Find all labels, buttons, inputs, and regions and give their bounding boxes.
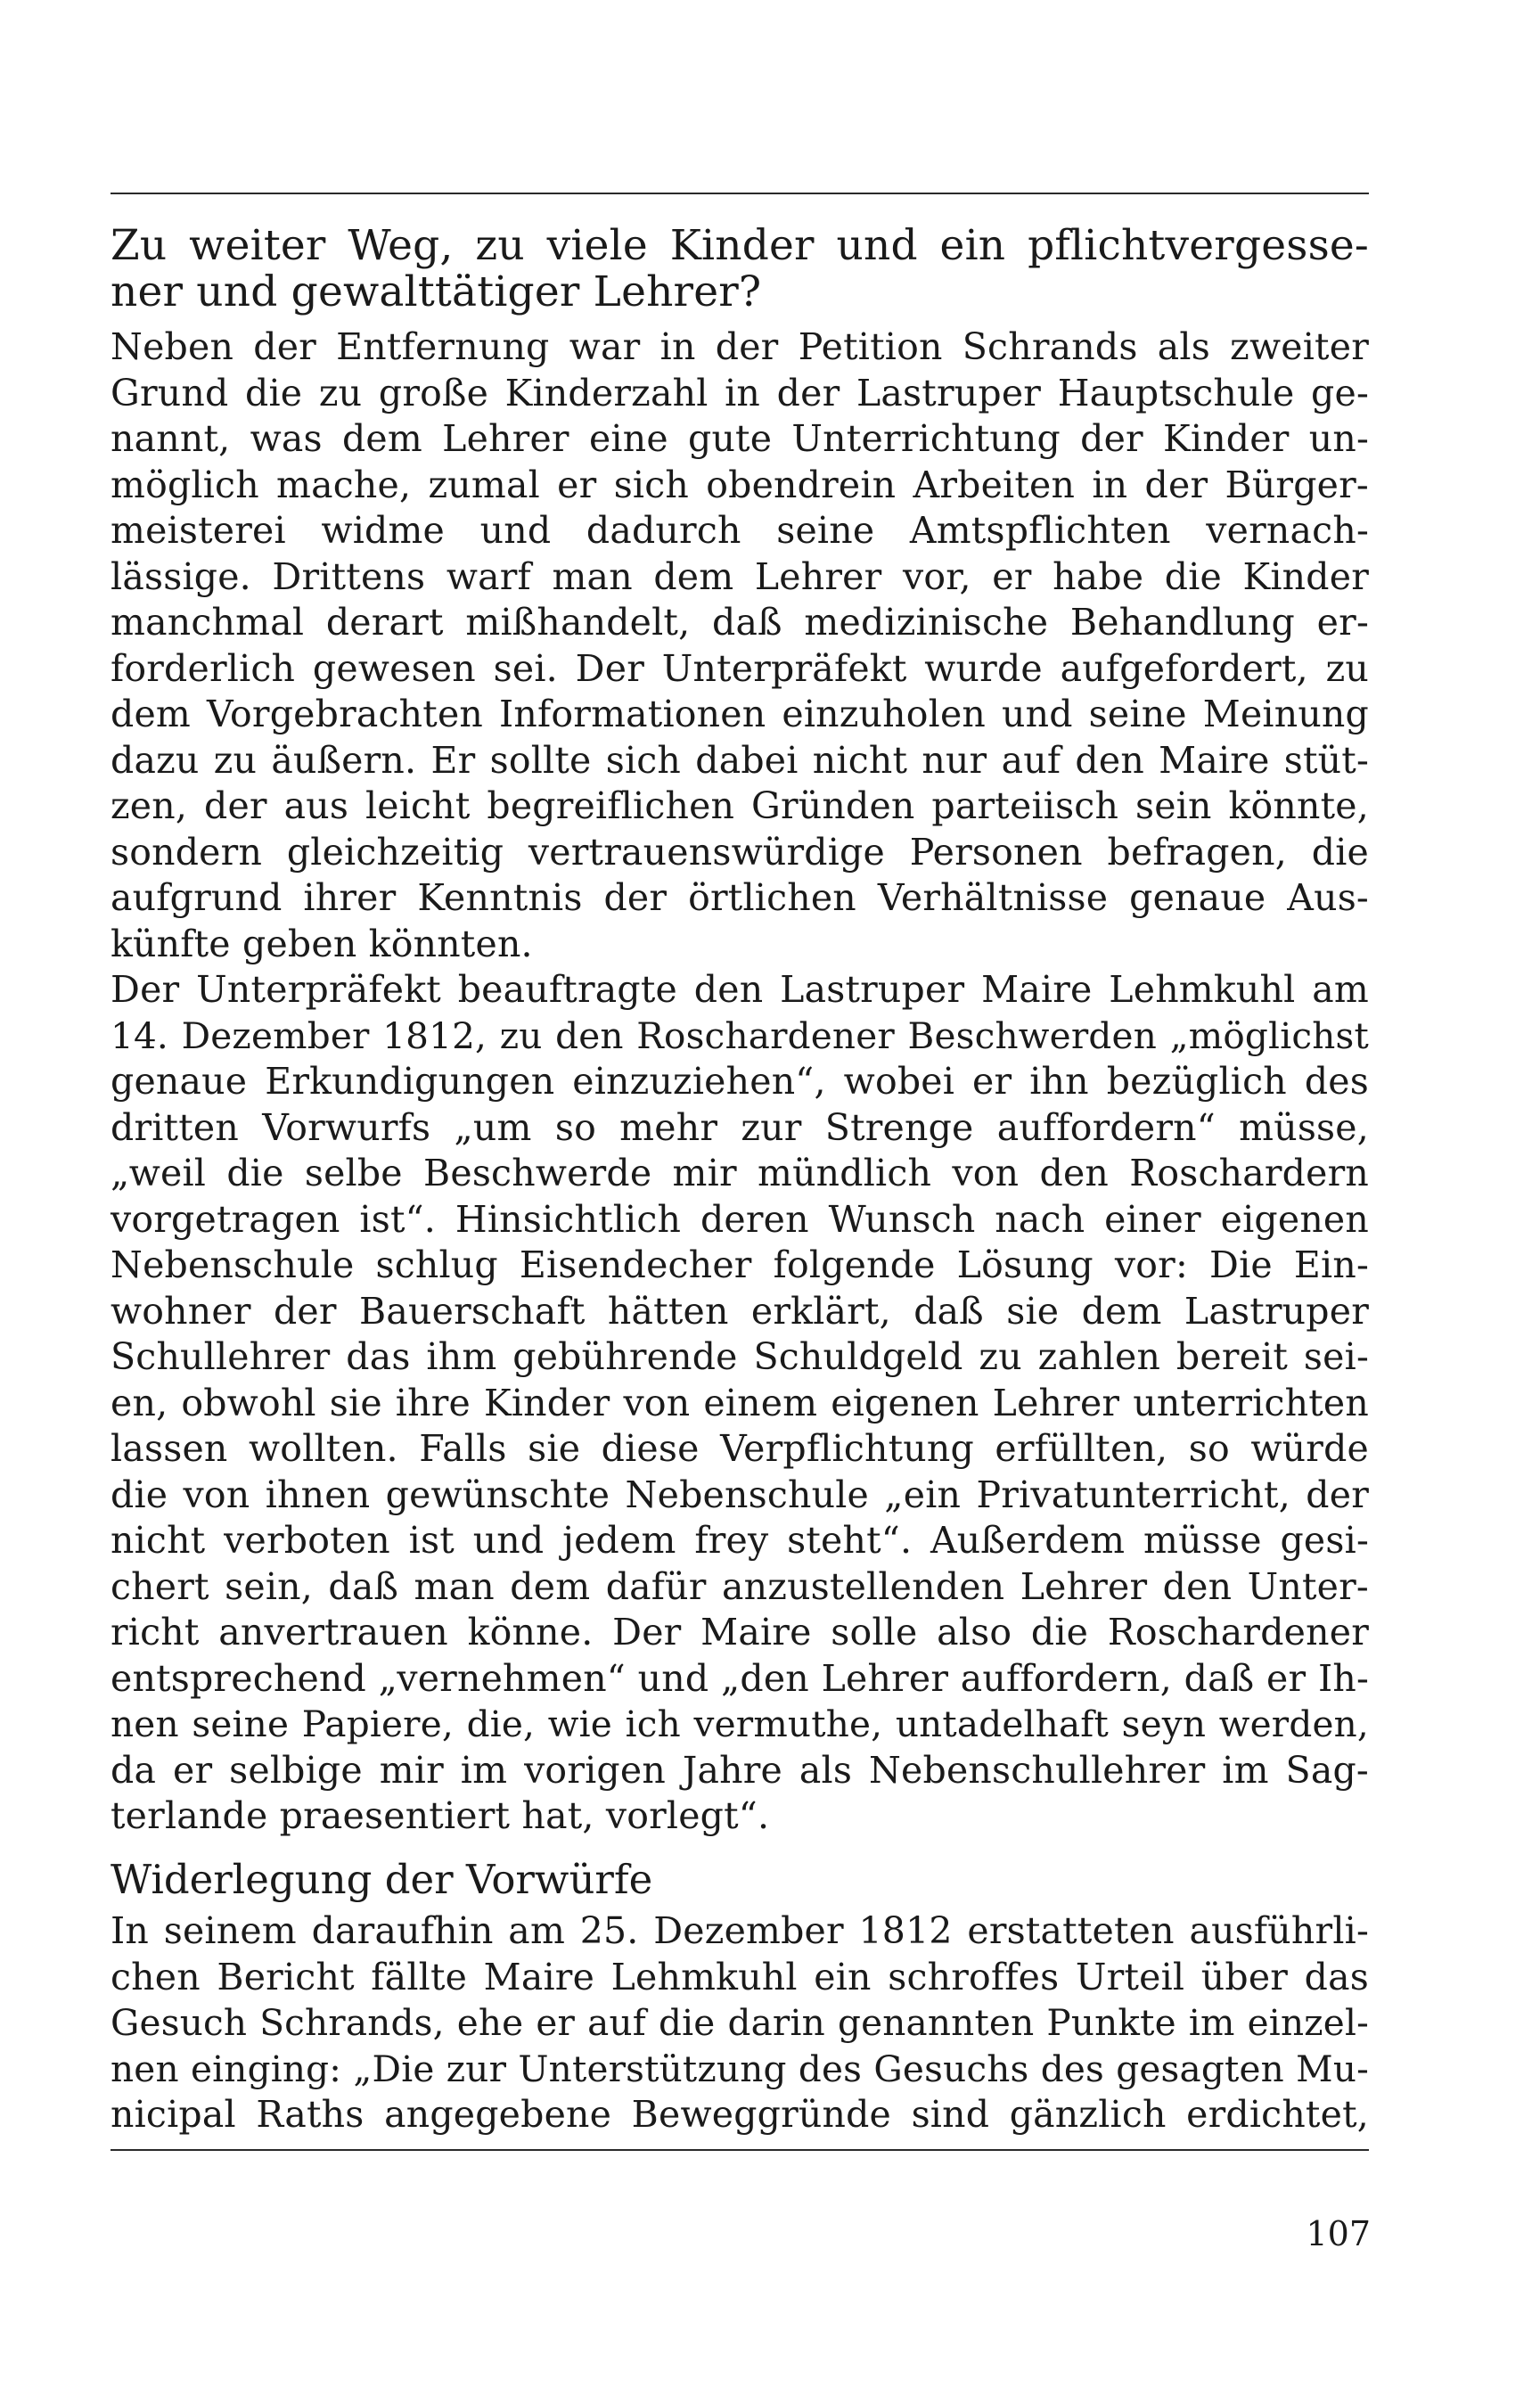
body-line: forderlich gewesen sei. Der Unterpräfekt wurde aufgefordert, zu [111, 646, 1369, 690]
body-line: meisterei widme und dadurch seine Amtspflichten vernach- [111, 509, 1369, 552]
body-line: manchmal derart mißhandelt, daß medizinische Behandlung er- [111, 601, 1369, 644]
body-line: lässige. Drittens warf man dem Lehrer vor, er habe die Kinder [111, 554, 1369, 598]
body-line: Schullehrer das ihm gebührende Schuldgeld zu zahlen bereit sei- [111, 1335, 1369, 1378]
section-2-body [111, 1908, 1369, 2138]
body-line: Nebenschule schlug Eisendecher folgende Lösung vor: Die Ein- [111, 1243, 1369, 1286]
section-1-body [111, 324, 1369, 1840]
body-line: dem Vorgebrachten Informationen einzuholen und seine Meinung [111, 693, 1369, 735]
body-line: Gesuch Schrands, ehe er auf die darin genannten Punkte im einzel- [111, 2001, 1369, 2044]
top-rule [111, 193, 1369, 194]
body-line: Grund die zu große Kinderzahl in der Lastruper Hauptschule ge- [111, 371, 1369, 414]
body-line: nen seine Papiere, die, wie ich vermuthe, untadelhaft seyn werden, [111, 1703, 1369, 1745]
body-line: genaue Erkundigungen einzuziehen“, wobei er ihn bezüglich des [111, 1060, 1369, 1103]
body-line: die von ihnen gewünschte Nebenschule „ein Privatunterricht, der [111, 1473, 1369, 1516]
body-line: da er selbige mir im vorigen Jahre als Nebenschullehrer im Sag- [111, 1748, 1369, 1792]
body-line: entsprechend „vernehmen“ und „den Lehrer auffordern, daß er Ih- [111, 1656, 1369, 1700]
body-line: dritten Vorwurfs „um so mehr zur Strenge auffordern“ müsse, [111, 1105, 1369, 1149]
body-line: aufgrund ihrer Kenntnis der örtlichen Verhältnisse genaue Aus- [111, 876, 1369, 919]
body-line: chen Bericht fällte Maire Lehmkuhl ein schroffes Urteil über das [111, 1955, 1369, 1998]
body-line: nicipal Raths angegebene Beweggründe sind gänzlich erdichtet, [111, 2093, 1369, 2136]
section-heading-2: Widerlegung der Vorwürfe [111, 1856, 653, 1903]
body-line: sondern gleichzeitig vertrauenswürdige Personen befragen, die [111, 830, 1369, 874]
body-line: möglich mache, zumal er sich obendrein Arbeiten in der Bürger- [111, 463, 1369, 506]
heading-line: ner und gewalttätiger Lehrer? [111, 267, 762, 316]
body-line: richt anvertrauen könne. Der Maire solle also die Roschardener [111, 1611, 1369, 1653]
body-line: nen einging: „Die zur Unterstützung des Gesuchs des gesagten Mu- [111, 2047, 1369, 2090]
body-line: en, obwohl sie ihre Kinder von einem eigenen Lehrer unterrichten [111, 1381, 1369, 1424]
body-line: nicht verboten ist und jedem frey steht“. Außerdem müsse gesi- [111, 1519, 1369, 1562]
body-line: chert sein, daß man dem dafür anzustellenden Lehrer den Unter- [111, 1564, 1369, 1608]
heading-line: Zu weiter Weg, zu viele Kinder und ein pflichtvergesse- [111, 221, 1369, 270]
body-line: Neben der Entfernung war in der Petition Schrands als zweiter [111, 325, 1369, 368]
bottom-rule [111, 2149, 1369, 2151]
body-line: In seinem daraufhin am 25. Dezember 1812 erstatteten ausführli- [111, 1909, 1369, 1952]
body-line: nannt, was dem Lehrer eine gute Unterrichtung der Kinder un- [111, 417, 1369, 460]
body-line: 14. Dezember 1812, zu den Roschardener Beschwerden „möglichst [111, 1013, 1369, 1057]
body-line: lassen wollten. Falls sie diese Verpflichtung erfüllten, so würde [111, 1427, 1369, 1470]
body-line: wohner der Bauerschaft hätten erklärt, daß sie dem Lastruper [111, 1289, 1369, 1333]
section-heading-1 [111, 223, 1369, 316]
page-number: 107 [1306, 2214, 1371, 2253]
body-line: künfte geben könnten. [111, 922, 533, 965]
body-line: zen, der aus leicht begreiflichen Gründen parteiisch sein könnte, [111, 784, 1369, 827]
body-line: Der Unterpräfekt beauftragte den Lastruper Maire Lehmkuhl am [111, 968, 1369, 1011]
body-line: dazu zu äußern. Er sollte sich dabei nicht nur auf den Maire stüt- [111, 738, 1369, 782]
body-line: terlande praesentiert hat, vorlegt“. [111, 1794, 770, 1837]
body-line: vorgetragen ist“. Hinsichtlich deren Wunsch nach einer eigenen [111, 1197, 1369, 1241]
body-line: „weil die selbe Beschwerde mir mündlich von den Roschardern [111, 1152, 1369, 1194]
